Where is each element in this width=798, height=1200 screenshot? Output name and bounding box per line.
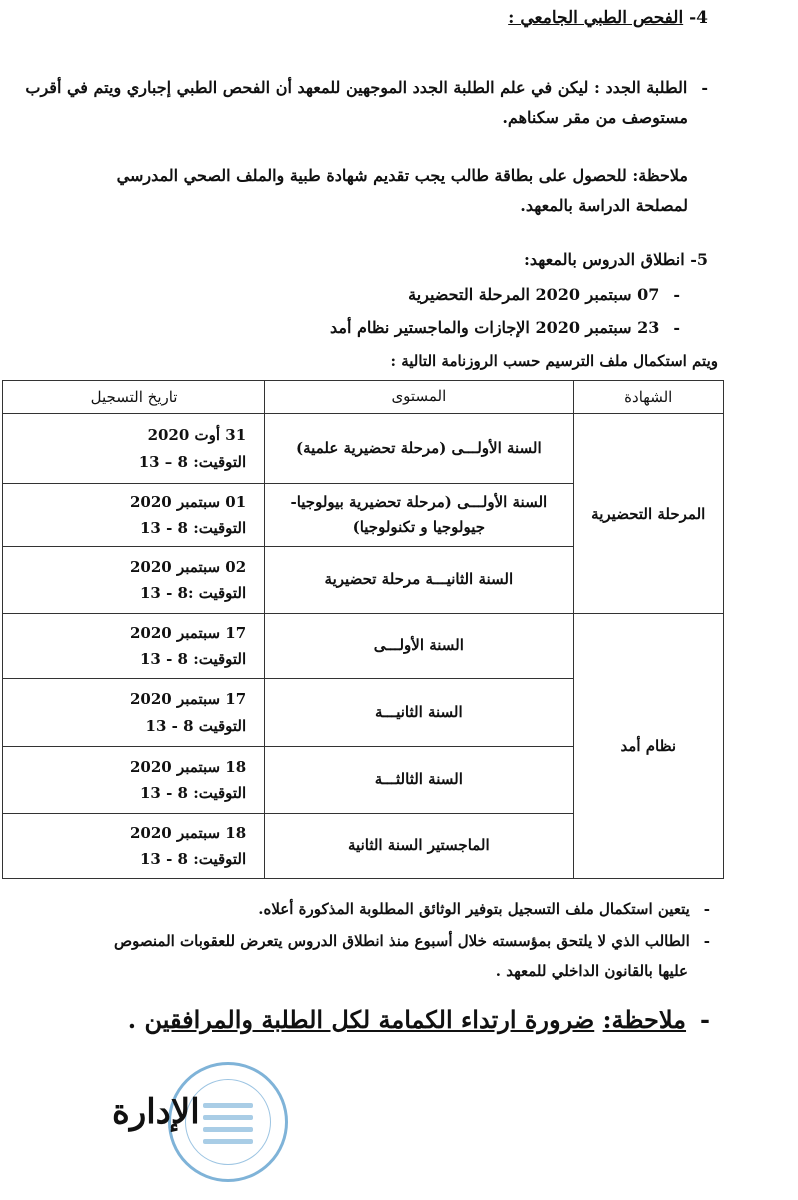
stamp-line [203, 1127, 253, 1132]
level-cell: السنة الثانيـــة مرحلة تحضيرية [265, 547, 573, 614]
final-note [0, 1005, 710, 1034]
start-date-2 [0, 318, 680, 337]
time-value: التوقيت :8 - 13 [139, 584, 247, 602]
date-cell [3, 614, 265, 679]
date-cell [3, 747, 265, 814]
section-4-number: 4- [689, 8, 708, 28]
bullet-dash: - [673, 285, 680, 304]
time-value: التوقيت: 8 - 13 [139, 850, 247, 868]
table-row [3, 614, 724, 679]
cert-lmd: نظام أمد [573, 614, 723, 879]
date-value: 01 سبتمبر 2020 [130, 492, 247, 511]
bullet-dash: - [703, 900, 710, 918]
table-intro: ويتم استكمال ملف الترسيم حسب الروزنامة التالية : [390, 352, 718, 370]
header-level: المستوى [265, 381, 573, 414]
note-card-line2: لمصلحة الدراسة بالمعهد. [520, 196, 688, 215]
date-value: 18 سبتمبر 2020 [130, 757, 247, 776]
level-cell: الماجستير السنة الثانية [265, 814, 573, 879]
date-cell [3, 484, 265, 547]
date-cell [3, 414, 265, 484]
stamp-line [203, 1139, 253, 1144]
time-value: التوقيت: 8 - 13 [139, 650, 247, 668]
bullet-2-text-1: الطالب الذي لا يلتحق بمؤسسته خلال أسبوع منذ انطلاق الدروس يتعرض للعقوبات المنصوص [113, 932, 690, 950]
level-cell: السنة الثالثـــة [265, 747, 573, 814]
date-value: 31 أوت 2020 [147, 426, 247, 445]
medical-text-1: الطلبة الجدد : ليكن في علم الطلبة الجدد الموجهين للمعهد أن الفحص الطبي إجباري ويتم في أقرب [25, 78, 688, 97]
medical-paragraph-line2: مستوصف من مقر سكناهم. [502, 108, 688, 127]
bullet-dash: - [673, 318, 680, 337]
level-cell: السنة الأولـــى (مرحلة تحضيرية بيولوجيا- جيولوجيا و تكنولوجيا) [265, 484, 573, 547]
date-value: 18 سبتمبر 2020 [130, 823, 247, 842]
cert-prep: المرحلة التحضيرية [573, 414, 723, 614]
header-date: تاريخ التسجيل [3, 381, 265, 414]
date-value: 02 سبتمبر 2020 [130, 557, 247, 576]
final-note-text: ضرورة ارتداء الكمامة لكل الطلبة والمرافقين [144, 1005, 595, 1034]
header-certificate: الشهادة [573, 381, 723, 414]
time-value: التوقيت: 8 - 13 [139, 519, 247, 537]
note-card-line1: ملاحظة: للحصول على بطاقة طالب يجب تقديم شهادة طبية والملف الصحي المدرسي [116, 166, 688, 185]
stamp-line [203, 1103, 253, 1108]
time-value: التوقيت: 8 - 13 [139, 784, 247, 802]
bullet-dash: - [703, 932, 710, 950]
final-note-label: ملاحظة: [602, 1005, 687, 1034]
section-4-title: الفحص الطبي الجامعي : [508, 8, 684, 28]
section-5-heading: 5- انطلاق الدروس بالمعهد: [523, 250, 708, 269]
date-value: 17 سبتمبر 2020 [130, 623, 247, 642]
date-cell [3, 547, 265, 614]
date-cell [3, 814, 265, 879]
bullet-2-line2: عليها بالقانون الداخلي للمعهد . [495, 962, 688, 980]
administration-signature: الإدارة [112, 1092, 200, 1132]
time-value: التوقيت 8 - 13 [145, 716, 247, 735]
section-4-heading [0, 8, 708, 28]
bullet-1-text: يتعين استكمال ملف التسجيل بتوفير الوثائق المطلوبة المذكورة أعلاه. [258, 900, 690, 918]
bullet-1 [0, 900, 710, 918]
final-note-end: . [127, 1005, 137, 1034]
bullet-dash: - [701, 78, 708, 97]
registration-schedule-table [2, 380, 724, 879]
bullet-dash: - [700, 1005, 710, 1034]
medical-paragraph-line1 [0, 78, 708, 97]
level-cell: السنة الثانيـــة [265, 679, 573, 747]
table-row [3, 414, 724, 484]
level-cell: السنة الأولـــى (مرحلة تحضيرية علمية) [265, 414, 573, 484]
level-cell: السنة الأولـــى [265, 614, 573, 679]
table-header-row [3, 381, 724, 414]
bullet-2-line1 [0, 932, 710, 950]
start-date-1 [0, 285, 680, 304]
stamp-line [203, 1115, 253, 1120]
date-cell [3, 679, 265, 747]
date-value: 17 سبتمبر 2020 [130, 690, 247, 709]
time-value: التوقيت: 8 – 13 [138, 452, 247, 471]
start-date-1-text: 07 سبتمبر 2020 المرحلة التحضيرية [408, 285, 660, 304]
start-date-2-text: 23 سبتمبر 2020 الإجازات والماجستير نظام أمد [330, 318, 660, 337]
